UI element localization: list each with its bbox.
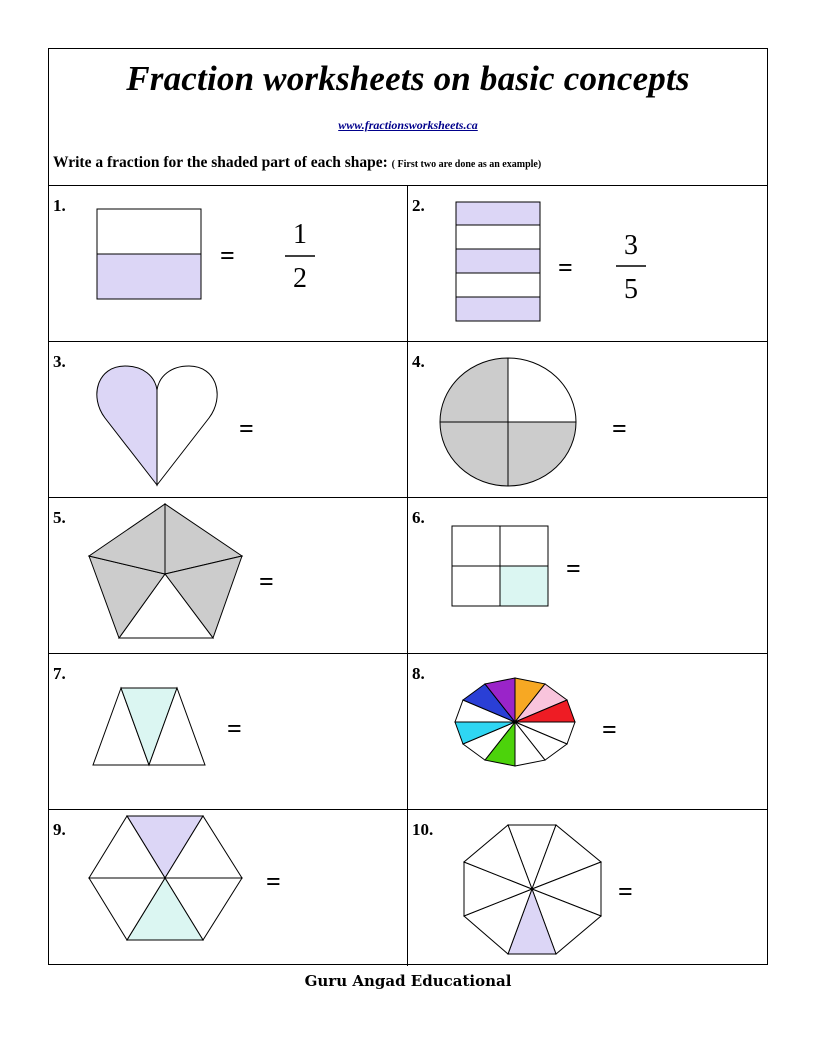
strip-5 [456,297,540,321]
problem-number: 2. [412,196,425,215]
answer-denominator: 2 [293,263,307,294]
problem-7 [49,654,408,810]
problem-3-figure [49,342,408,498]
strip-1 [456,202,540,225]
strip-4 [456,273,540,297]
problem-row [49,341,767,497]
equals-sign: = [266,867,281,896]
problem-2-figure [408,186,767,342]
instructions [53,154,541,172]
worksheet [48,48,768,965]
problem-number: 9. [53,820,66,839]
square-top-left [452,526,500,566]
answer-numerator: 1 [293,219,307,250]
problem-4 [408,342,767,498]
problem-number: 10. [412,820,434,839]
problem-10 [408,810,767,966]
equals-sign: = [618,877,633,906]
answer-numerator: 3 [624,230,638,261]
problem-row [49,185,767,341]
problem-8 [408,654,767,810]
problem-number: 8. [412,664,425,683]
problem-10-figure [408,810,767,966]
heart-right-half [157,366,217,485]
equals-sign: = [558,253,573,282]
instruction-text: Write a fraction for the shaded part of each shape: [53,154,388,171]
problem-8-figure [408,654,767,810]
page-title: Fraction worksheets on basic concepts [126,59,690,98]
equals-sign: = [227,714,242,743]
problem-5 [49,498,408,654]
equals-sign: = [220,241,235,270]
strip-3 [456,249,540,273]
problem-9-figure [49,810,408,966]
problem-number: 5. [53,508,66,527]
problem-9 [49,810,408,966]
rectangle-bottom-half [97,254,201,299]
problem-1-figure [49,186,408,342]
problem-number: 1. [53,196,66,215]
problem-number: 4. [412,352,425,371]
problem-3 [49,342,408,498]
quarter-bottom-right [508,422,576,486]
square-top-right [500,526,548,566]
problem-number: 3. [53,352,66,371]
strip-2 [456,225,540,249]
equals-sign: = [566,554,581,583]
problem-number: 7. [53,664,66,683]
problem-row [49,653,767,809]
problem-1 [49,186,408,342]
answer-denominator: 5 [624,274,638,305]
instruction-note: ( First two are done as an example) [391,159,542,170]
square-bottom-right [500,566,548,606]
quarter-bottom-left [440,422,508,486]
problem-4-figure [408,342,767,498]
equals-sign: = [612,414,627,443]
square-bottom-left [452,566,500,606]
problem-5-figure [49,498,408,654]
problem-row [49,809,767,965]
website-link[interactable]: www.fractionsworksheets.ca [338,118,478,132]
quarter-top-right [508,358,576,422]
heart-left-half [97,366,157,485]
problem-row [49,497,767,653]
problem-number: 6. [412,508,425,527]
problem-6-figure [408,498,767,654]
problem-7-figure [49,654,408,810]
footer-credit: Guru Angad Educational [304,972,512,990]
equals-sign: = [259,567,274,596]
problem-6 [408,498,767,654]
equals-sign: = [602,715,617,744]
problem-2 [408,186,767,342]
quarter-top-left [440,358,508,422]
color-wheel [455,678,575,766]
rectangle-top-half [97,209,201,254]
equals-sign: = [239,414,254,443]
